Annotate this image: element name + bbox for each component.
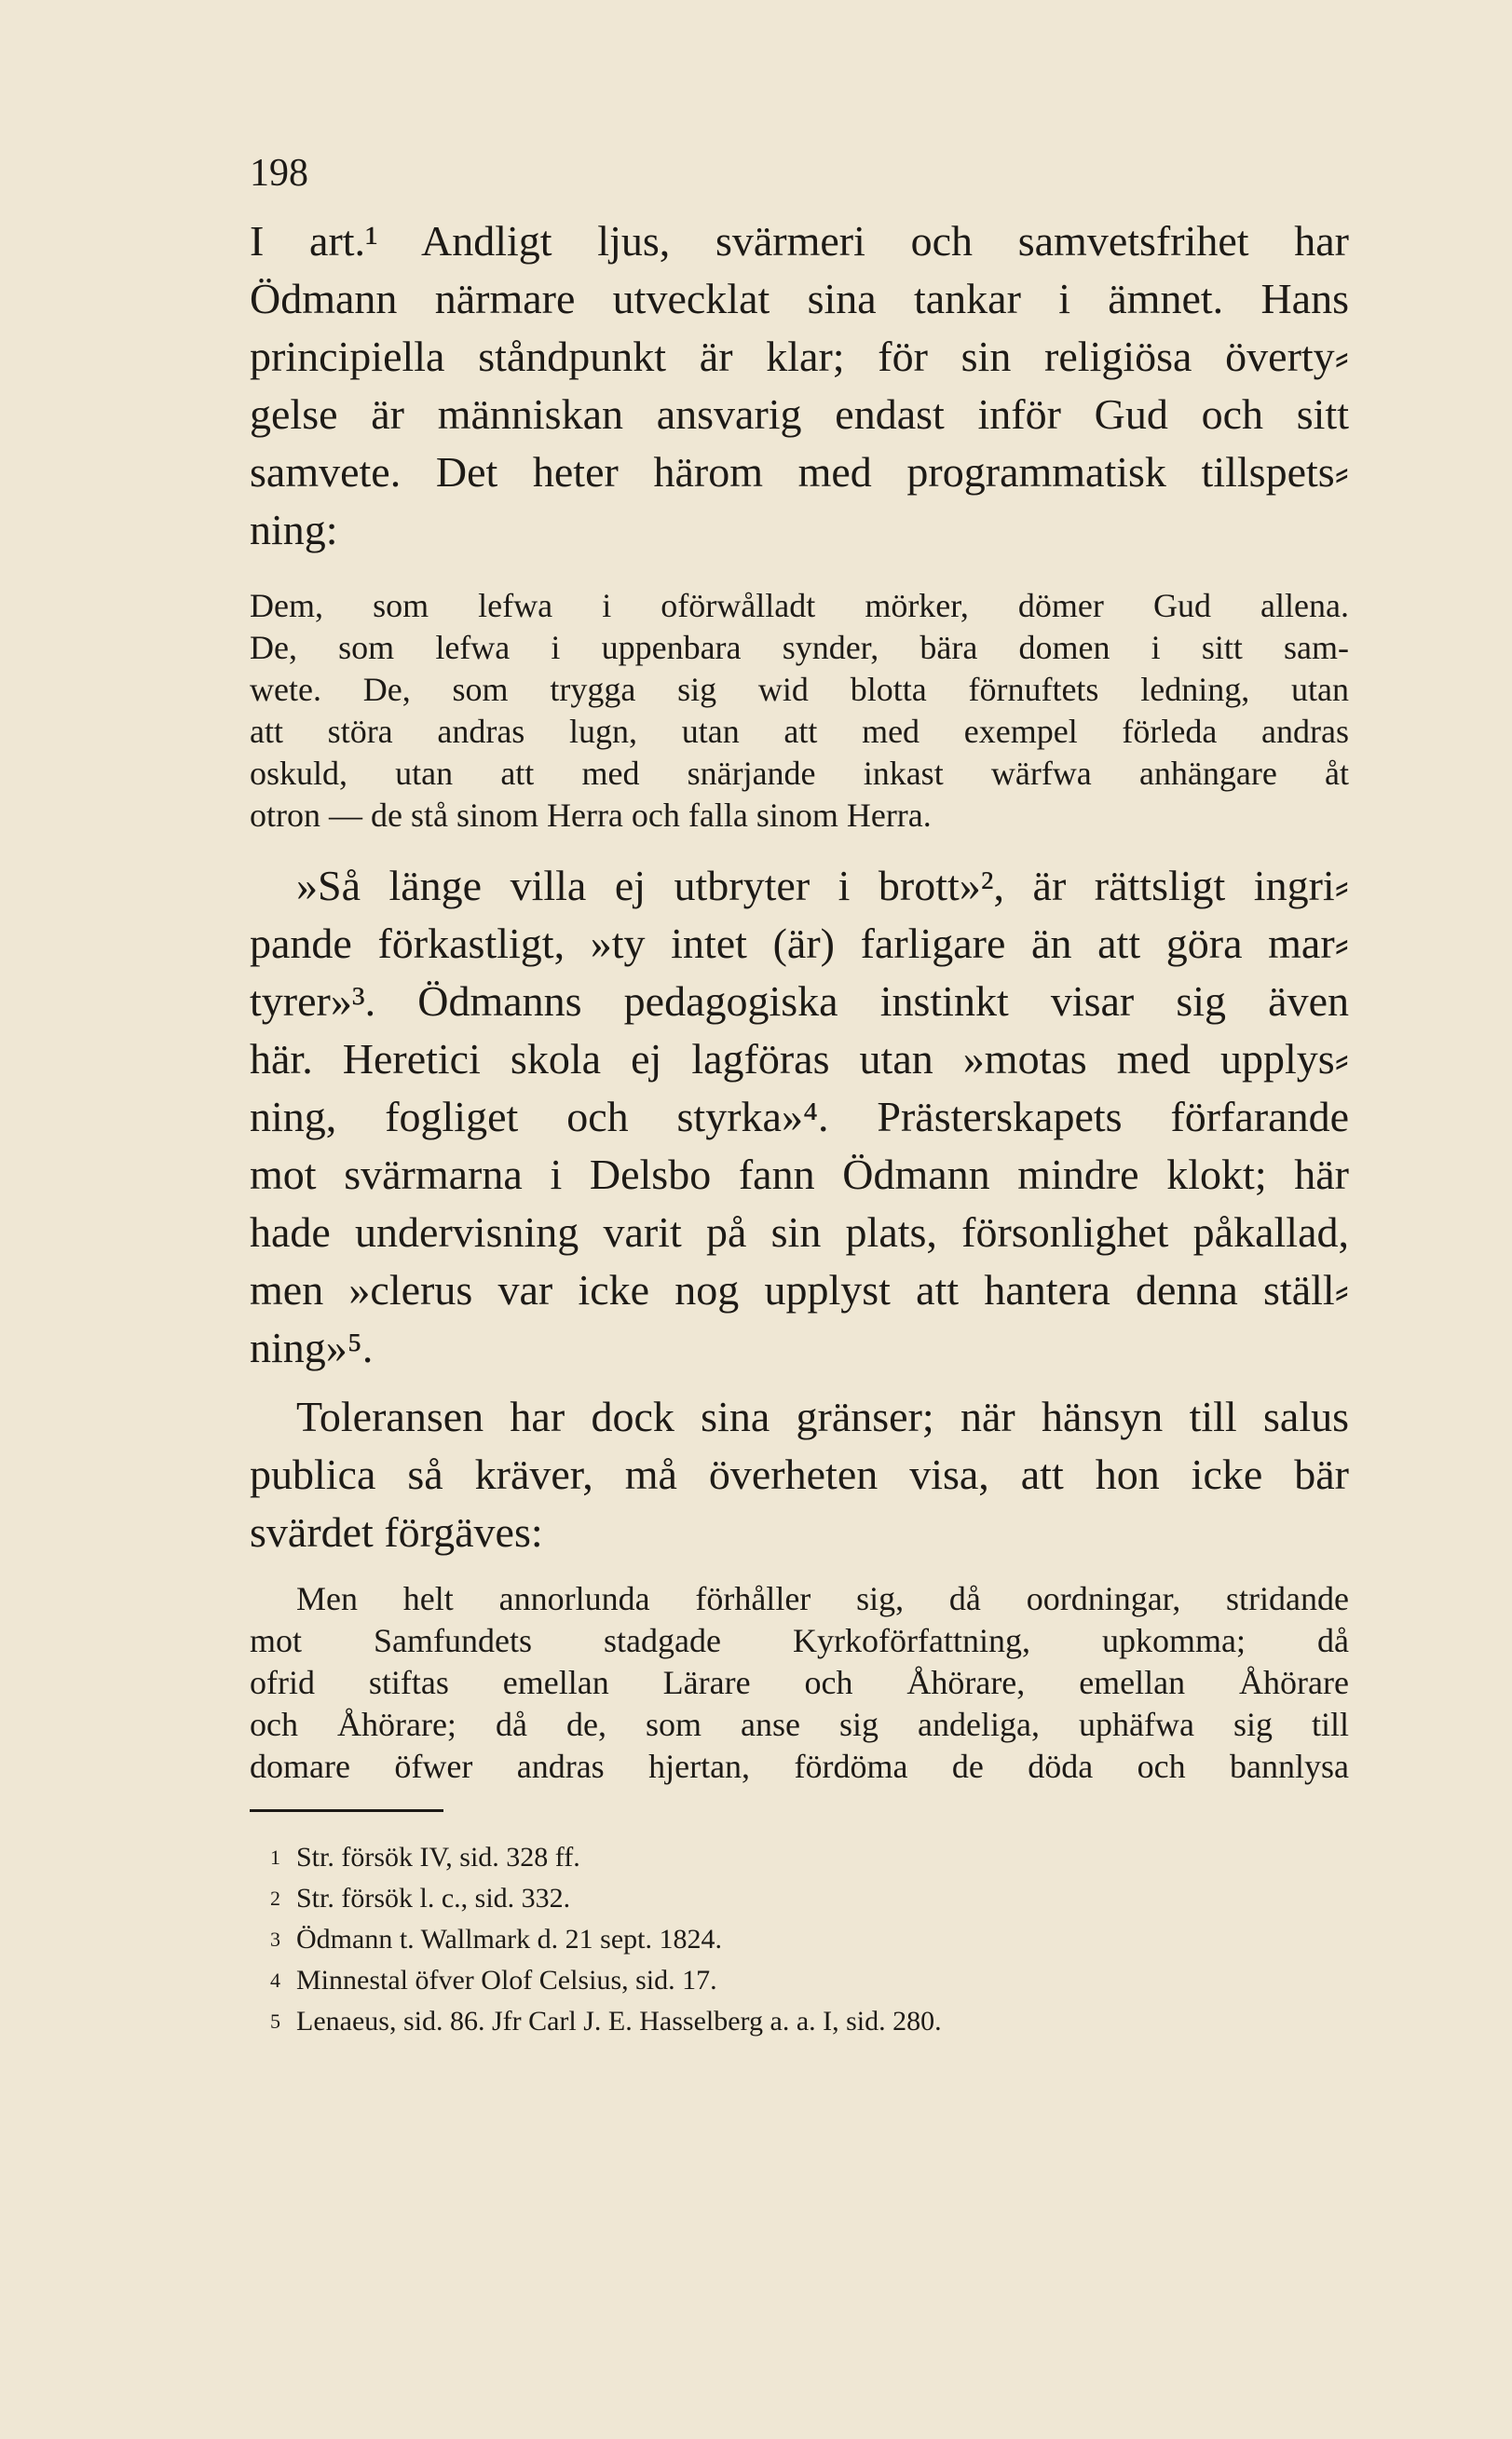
footnote-number: 1: [270, 1846, 280, 1869]
text-line: Toleransen har dock sina gränser; när hänsyn till salus: [296, 1393, 1349, 1440]
text-line: Ödmann närmare utvecklat sina tankar i ämnet. Hans: [250, 275, 1349, 322]
quote-1: [250, 585, 1349, 837]
text-line: ning:: [250, 506, 338, 553]
footnote-number: 4: [270, 1969, 280, 1992]
text-line: principiella ståndpunkt är klar; för sin religiösa överty⸗: [250, 333, 1349, 380]
text-line: men »clerus var icke nog upplyst att hantera denna ställ⸗: [250, 1266, 1349, 1314]
paragraph-3: [250, 1388, 1349, 1561]
quote-line: att störa andras lugn, utan att med exempel förleda andras: [250, 713, 1349, 750]
footnote: [270, 1919, 942, 1960]
footnote-text: Str. försök l. c., sid. 332.: [296, 1883, 571, 1914]
footnote-text: Lenaeus, sid. 86. Jfr Carl J. E. Hasselberg a. a. I, sid. 280.: [296, 2006, 942, 2037]
footnote: [270, 1878, 942, 1919]
text-line: samvete. Det heter härom med programmatisk tillspets⸗: [250, 448, 1349, 496]
quote-line: och Åhörare; då de, som anse sig andeliga, uphäfwa sig till: [250, 1706, 1349, 1743]
quote-line: oskuld, utan att med snärjande inkast wärfwa anhängare åt: [250, 755, 1349, 792]
text-line: »Så länge villa ej utbryter i brott»², är rättsligt ingri⸗: [296, 862, 1349, 909]
footnote: [270, 1837, 942, 1878]
quote-2: [250, 1578, 1349, 1788]
quote-line: mot Samfundets stadgade Kyrkoförfattning, upkomma; då: [250, 1622, 1349, 1659]
footnote-number: 3: [270, 1928, 280, 1951]
quote-line: Men helt annorlunda förhåller sig, då oordningar, stridande: [296, 1580, 1349, 1617]
footnotes: [270, 1837, 942, 2042]
footnote-text: Str. försök IV, sid. 328 ff.: [296, 1842, 580, 1873]
quote-line: ofrid stiftas emellan Lärare och Åhörare, emellan Åhörare: [250, 1664, 1349, 1701]
quote-line: wete. De, som trygga sig wid blotta förnuftets ledning, utan: [250, 671, 1349, 708]
text-line: I art.¹ Andligt ljus, svärmeri och samvetsfrihet har: [250, 217, 1349, 265]
text-line: tyrer»³. Ödmanns pedagogiska instinkt visar sig även: [250, 977, 1349, 1025]
footnote-text: Ödmann t. Wallmark d. 21 sept. 1824.: [296, 1924, 722, 1955]
quote-line: domare öfwer andras hjertan, fördöma de döda och bannlysa: [250, 1748, 1349, 1785]
text-line: publica så kräver, må överheten visa, att hon icke bär: [250, 1451, 1349, 1498]
paragraph-2: [250, 857, 1349, 1377]
footnote-number: 5: [270, 2010, 280, 2033]
footnote-text: Minnestal öfver Olof Celsius, sid. 17.: [296, 1965, 717, 1996]
paragraph-1: [250, 212, 1349, 559]
page-number: 198: [250, 152, 308, 195]
text-line: hade undervisning varit på sin plats, försonlighet påkallad,: [250, 1208, 1349, 1256]
text-line: här. Heretici skola ej lagföras utan »motas med upplys⸗: [250, 1035, 1349, 1083]
footnote-rule: [250, 1809, 443, 1812]
text-line: ning, fogliget och styrka»⁴. Prästerskapets förfarande: [250, 1093, 1349, 1140]
text-line: gelse är människan ansvarig endast inför Gud och sitt: [250, 390, 1349, 438]
footnote-number: 2: [270, 1887, 280, 1910]
footnote: [270, 1960, 942, 2001]
quote-line: De, som lefwa i uppenbara synder, bära domen i sitt sam-: [250, 629, 1349, 666]
text-line: pande förkastligt, »ty intet (är) farligare än att göra mar⸗: [250, 920, 1349, 967]
text-line: mot svärmarna i Delsbo fann Ödmann mindre klokt; här: [250, 1151, 1349, 1198]
quote-line: otron — de stå sinom Herra och falla sinom Herra.: [250, 797, 932, 834]
text-line: ning»⁵.: [250, 1324, 374, 1371]
quote-line: Dem, som lefwa i oförwålladt mörker, dömer Gud allena.: [250, 587, 1349, 624]
text-line: svärdet förgäves:: [250, 1508, 543, 1556]
footnote: [270, 2001, 942, 2042]
